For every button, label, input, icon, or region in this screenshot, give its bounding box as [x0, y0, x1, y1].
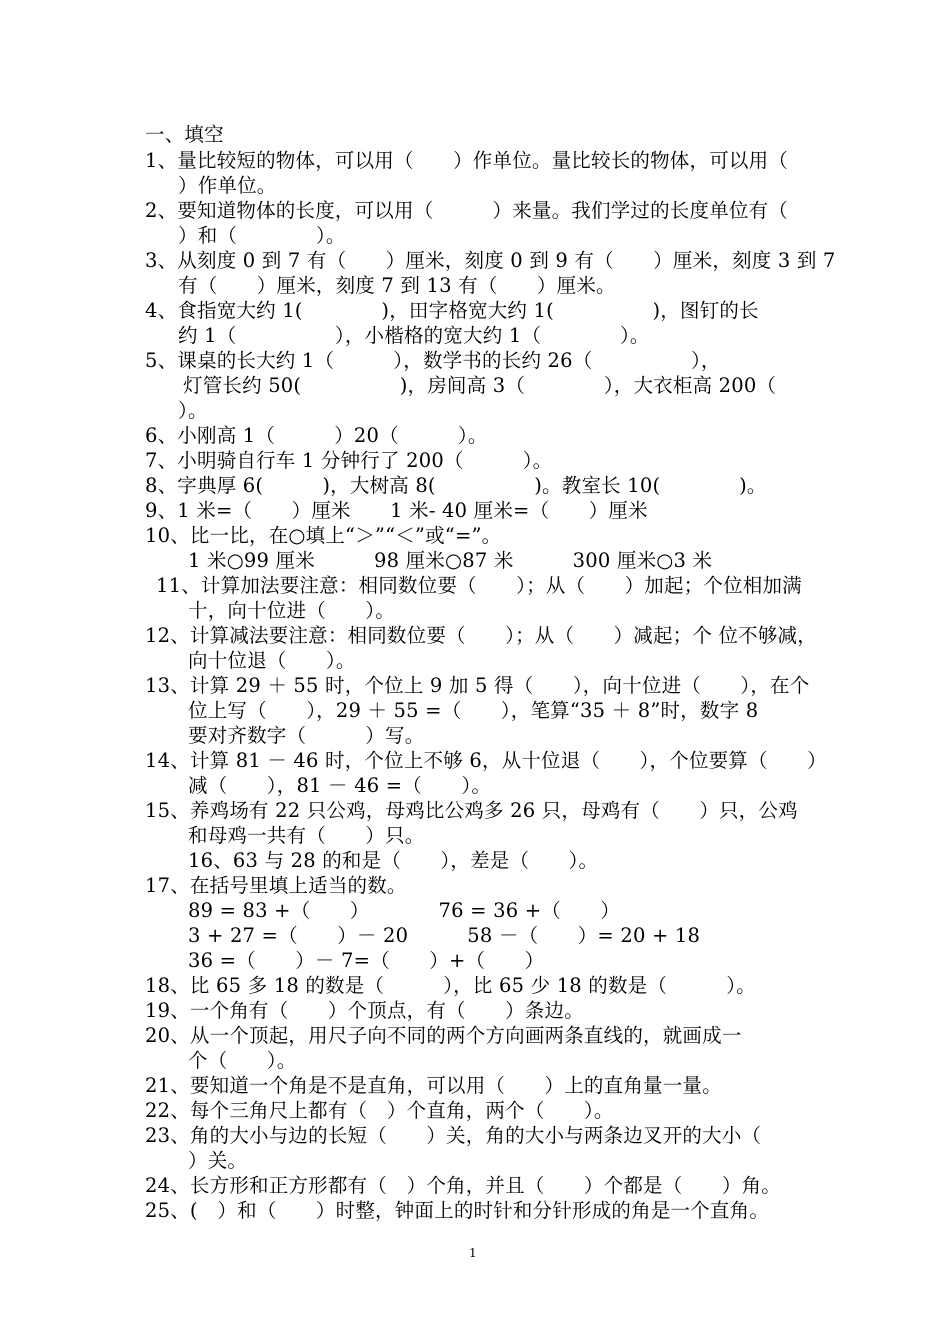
question-line: 16、63 与 28 的和是（ ），差是（ ）。 [188, 849, 599, 872]
question-line: 约 1（ ），小楷格的宽大约 1（ ）。 [178, 324, 650, 347]
question-line: 17、在括号里填上适当的数。 [145, 874, 407, 897]
question-line: 位上写（ ），29 ＋ 55 =（ ），笔算“35 ＋ 8”时，数字 8 [188, 699, 759, 722]
question-line: 4、食指宽大约 1( )，田字格宽大约 1( )，图钉的长 [145, 299, 759, 322]
question-line: 8、字典厚 6( )，大树高 8( )。教室长 10( )。 [145, 474, 767, 497]
question-line: 11、计算加法要注意：相同数位要（ ）；从（ ）加起；个位相加满 [156, 574, 802, 597]
question-line: 5、课桌的长大约 1（ ），数学书的长约 26（ ）， [145, 349, 721, 372]
question-line: 6、小刚高 1（ ）20（ ）。 [145, 424, 488, 447]
question-line: ）和（ ）。 [178, 224, 346, 247]
question-line: 25、( ）和（ ）时整，钟面上的时针和分针形成的角是一个直角。 [145, 1199, 770, 1222]
question-line: 18、比 65 多 18 的数是（ ），比 65 少 18 的数是（ ）。 [145, 974, 756, 997]
question-line: 有（ ）厘米，刻度 7 到 13 有（ ）厘米。 [178, 274, 616, 297]
question-line: 个（ ）。 [188, 1049, 297, 1072]
question-line: 21、要知道一个角是不是直角，可以用（ ）上的直角量一量。 [145, 1074, 722, 1097]
question-line: 19、一个角有（ ）个顶点，有（ ）条边。 [145, 999, 584, 1022]
question-line: 10、比一比，在○填上“＞”“＜”或“=”。 [145, 524, 502, 547]
question-line: 1、量比较短的物体，可以用（ ）作单位。量比较长的物体，可以用（ [145, 149, 789, 172]
question-line: 减（ ），81 － 46 =（ ）。 [188, 774, 492, 797]
question-line: 24、长方形和正方形都有（ ）个角，并且（ ）个都是（ ）角。 [145, 1174, 781, 1197]
question-line: 14、计算 81 － 46 时，个位上不够 6，从十位退（ ），个位要算（ ） [145, 749, 827, 772]
question-line: 20、从一个顶起，用尺子向不同的两个方向画两条直线的，就画成一 [145, 1024, 742, 1047]
question-line: 十，向十位进（ ）。 [188, 599, 395, 622]
question-line: 15、养鸡场有 22 只公鸡，母鸡比公鸡多 26 只，母鸡有（ ）只，公鸡 [145, 799, 798, 822]
question-line: 13、计算 29 ＋ 55 时，个位上 9 加 5 得（ ），向十位进（ ），在个 [145, 674, 810, 697]
question-line: 3 + 27 =（ ）－ 20 58 －（ ）= 20 + 18 [188, 924, 701, 947]
question-line: ）关。 [188, 1149, 248, 1172]
question-line: 和母鸡一共有（ ）只。 [188, 824, 425, 847]
question-line: 灯管长约 50( )，房间高 3（ ），大衣柜高 200（ [183, 374, 777, 397]
question-line: 23、角的大小与边的长短（ ）关，角的大小与两条边叉开的大小（ [145, 1124, 762, 1147]
question-line: 22、每个三角尺上都有（ ）个直角，两个（ ）。 [145, 1099, 614, 1122]
question-line: ）作单位。 [178, 174, 277, 197]
question-line: 36 =（ ）－ 7=（ ）+（ ） [188, 949, 545, 972]
question-line: 向十位退（ ）。 [188, 649, 356, 672]
question-line: 9、1 米=（ ）厘米 1 米- 40 厘米=（ ）厘米 [145, 499, 648, 522]
page-number: 1 [469, 1246, 477, 1260]
question-line: 89 = 83 +（ ） 76 = 36 +（ ） [188, 899, 621, 922]
question-line: 7、小明骑自行车 1 分钟行了 200（ ）。 [145, 449, 553, 472]
section-title: 一、填空 [145, 123, 224, 146]
question-line: 3、从刻度 0 到 7 有（ ）厘米，刻度 0 到 9 有（ ）厘米，刻度 3 到 7 [145, 249, 836, 272]
question-line: 12、计算减法要注意：相同数位要（ ）；从（ ）减起；个 位不够减， [145, 624, 817, 647]
question-line: 1 米○99 厘米 98 厘米○87 米 300 厘米○3 米 [188, 549, 713, 572]
question-line: 2、要知道物体的长度，可以用（ ）来量。我们学过的长度单位有（ [145, 199, 789, 222]
question-line: ）。 [178, 399, 208, 422]
question-line: 要对齐数字（ ）写。 [188, 724, 425, 747]
